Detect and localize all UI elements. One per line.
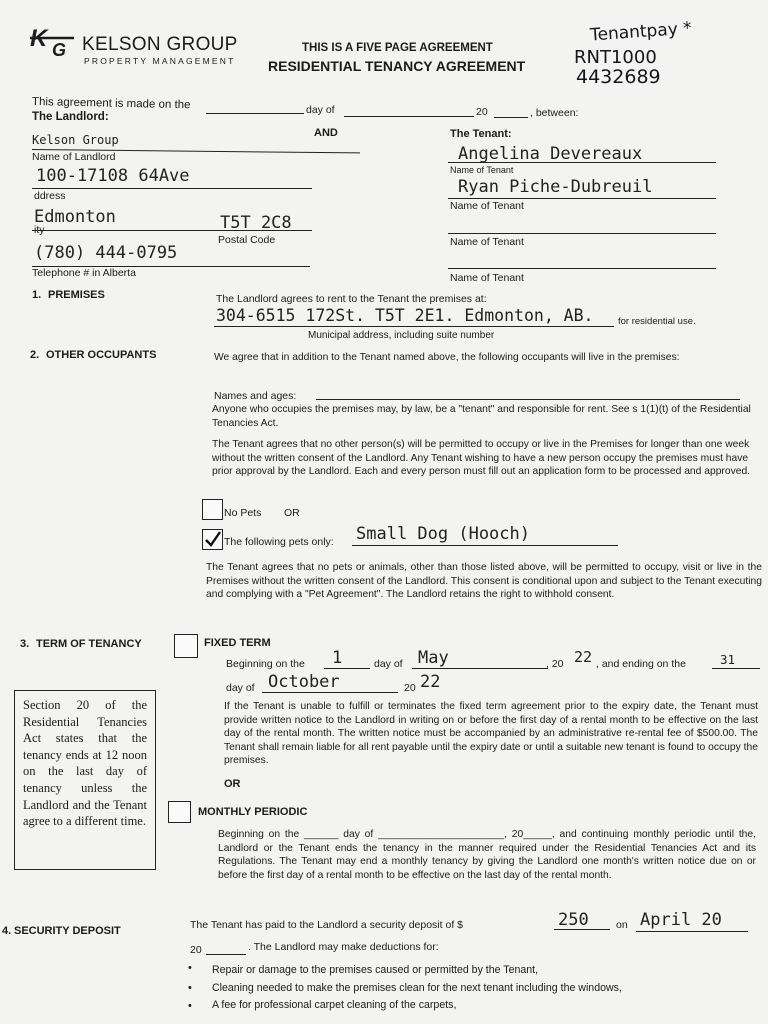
landlord-phone-label: Telephone # in Alberta xyxy=(32,267,136,279)
landlord-postal-label: Postal Code xyxy=(218,234,276,246)
intro-year-line xyxy=(494,117,528,118)
landlord-name-label: Name of Landlord xyxy=(32,151,116,163)
fixed-year-prefix: , 20 xyxy=(546,658,564,670)
tenant-2-line xyxy=(448,198,716,199)
occupants-names-line xyxy=(316,399,740,400)
pets-value: Small Dog (Hooch) xyxy=(356,524,530,544)
svg-text:K: K xyxy=(30,25,48,52)
monthly-periodic-text: Beginning on the ______ day of ______________________, 20_____, and continuing monthly periodic until the, Landlord or the Tenant ends the tenancy in the manner required under the Residential Tenancies Act and its Regulations. The Tenant may end a monthly tenancy by giving the Landlord one month's written notice due on or before the first day of a rental month to be effective on the last day of the rental month. xyxy=(218,829,756,881)
fixed-begin-label: Beginning on the xyxy=(226,658,305,670)
monthly-periodic-label: MONTHLY PERIODIC xyxy=(198,806,308,818)
landlord-postal-value: T5T 2C8 xyxy=(220,213,292,233)
premises-number: 1. xyxy=(32,289,42,301)
premises-text: The Landlord agrees to rent to the Tenant the premises at: xyxy=(216,293,487,305)
fixed-begin-day-line xyxy=(324,668,370,669)
handwritten-note-tenantpay: Tenantpay * xyxy=(589,18,693,46)
section-20-note: Section 20 of the Residential Tenancies Act states that the tenancy ends at 12 noon on the last day of tenancy unless the Landlord and the Tenant agree to a different time. xyxy=(14,690,156,870)
kelson-logo-icon xyxy=(28,22,78,62)
five-page-notice: THIS IS A FIVE PAGE AGREEMENT xyxy=(302,42,493,54)
landlord-address-label: ddress xyxy=(34,190,66,202)
premises-heading: PREMISES xyxy=(48,289,105,301)
landlord-city-label: ity xyxy=(34,224,45,236)
fixed-begin-month-line xyxy=(412,668,548,669)
intro-between: , between: xyxy=(530,107,579,119)
fixed-day-of: day of xyxy=(374,658,403,670)
deposit-year-prefix: 20 xyxy=(190,944,202,956)
tenant-2-value: Ryan Piche-Dubreuil xyxy=(458,177,653,197)
fixed-begin-month: May xyxy=(418,648,449,668)
deposit-text-1: The Tenant has paid to the Landlord a security deposit of $ xyxy=(190,919,463,931)
svg-text:G: G xyxy=(52,40,67,60)
fixed-term-text: If the Tenant is unable to fulfill or terminates the fixed term agreement prior to the expiry date, the Tenant must provide written notice to the Landlord in writing on or before the first day of a rental month to be effective on the last day of the rental month. The written notice must be accompanied by an administrative re-rental fee of $500.00. The Tenant shall remain liable for all rent payable until the expiry date or until a suitable new tenant is found to occupy the premises. xyxy=(224,701,758,767)
term-number: 3. xyxy=(20,638,30,650)
pets-line xyxy=(352,545,618,546)
intro-year-prefix: 20 xyxy=(476,106,488,118)
fixed-end-year-prefix: 20 xyxy=(404,682,416,694)
landlord-city-line xyxy=(32,230,312,231)
deposit-text-2: . The Landlord may make deductions for: xyxy=(248,941,439,953)
fixed-term-label: FIXED TERM xyxy=(204,637,271,649)
bullet-dot: • xyxy=(188,962,192,974)
tenant-4-label: Name of Tenant xyxy=(450,272,524,284)
tenant-heading: The Tenant: xyxy=(450,128,512,140)
intro-day-line xyxy=(206,113,304,114)
tenant-2-label: Name of Tenant xyxy=(450,200,524,212)
landlord-address-line xyxy=(32,188,312,189)
intro-month-line xyxy=(344,116,474,117)
following-pets-label: The following pets only: xyxy=(224,536,334,548)
fixed-end-day: 31 xyxy=(720,652,736,667)
fixed-end-month-line xyxy=(262,692,398,693)
tenant-1-line xyxy=(448,162,716,163)
monthly-periodic-checkbox[interactable] xyxy=(168,801,191,823)
tenant-1-value: Angelina Devereaux xyxy=(458,144,643,164)
deposit-bullet-1: Repair or damage to the premises caused or permitted by the Tenant, xyxy=(212,964,539,976)
deposit-on: on xyxy=(616,919,628,931)
premises-address-value: 304-6515 172St. T5T 2E1. Edmonton, AB. xyxy=(216,306,594,325)
occupants-heading: OTHER OCCUPANTS xyxy=(46,349,157,361)
deposit-year-line xyxy=(206,954,246,955)
tenant-1-label: Name of Tenant xyxy=(450,165,514,175)
deposit-amount: 250 xyxy=(558,910,589,930)
fixed-end-year: 22 xyxy=(420,672,441,692)
no-pets-checkbox[interactable] xyxy=(202,499,223,520)
occupants-paragraph-4: The Tenant agrees that no pets or animals, other than those listed above, will be permitted to occupy, visit or live in the Premises without the written consent of the Landlord. This consent is conditional upon and subject to the Tenant executing and complying with a "Pet Agreement". The Landlord retains the right to withhold consent. xyxy=(206,562,762,601)
handwritten-note-rnt: RNT1000 xyxy=(574,47,657,68)
deposit-number: 4. xyxy=(2,925,12,937)
landlord-city-value: Edmonton xyxy=(34,207,116,227)
deposit-date: April 20 xyxy=(640,910,722,930)
premises-use: for residential use. xyxy=(618,316,696,327)
no-pets-label: No Pets xyxy=(224,507,262,519)
landlord-heading: The Landlord: xyxy=(32,111,109,123)
and-label: AND xyxy=(314,127,338,139)
fixed-end-month: October xyxy=(268,672,340,692)
no-pets-or: OR xyxy=(284,507,300,519)
occupants-paragraph-3: The Tenant agrees that no other person(s) will be permitted to occupy or live in the Premises for longer than one week without the written consent of the Landlord. Any Tenant wishing to have a new person occupy the premises must have prior approval by the Landlord. Each and every person must fill out an application form to be processed and approved. xyxy=(212,439,751,478)
deposit-bullet-2: Cleaning needed to make the premises clean for the next tenant including the windows, xyxy=(212,982,622,994)
fixed-day-of-2: day of xyxy=(226,682,255,694)
term-heading: TERM OF TENANCY xyxy=(36,638,142,650)
fixed-begin-day: 1 xyxy=(332,648,343,668)
intro-made-on: This agreement is made on the xyxy=(31,96,191,112)
fixed-ending-label: , and ending on the xyxy=(596,658,686,670)
deposit-heading: SECURITY DEPOSIT xyxy=(14,925,121,937)
company-subtitle: PROPERTY MANAGEMENT xyxy=(84,56,236,66)
company-name: KELSON GROUP xyxy=(82,34,238,55)
tenant-3-line xyxy=(448,233,716,234)
tenant-3-label: Name of Tenant xyxy=(450,236,524,248)
occupants-paragraph-1: We agree that in addition to the Tenant named above, the following occupants will live in the premises: xyxy=(214,352,680,363)
tenant-4-line xyxy=(448,268,716,269)
deposit-amount-line xyxy=(554,929,610,930)
fixed-term-checkbox[interactable] xyxy=(174,634,198,658)
occupants-number: 2. xyxy=(30,349,40,361)
fixed-begin-year: 22 xyxy=(574,648,593,666)
deposit-bullet-3: A fee for professional carpet cleaning of the carpets, xyxy=(212,999,457,1011)
landlord-address-value: 100-17108 64Ave xyxy=(36,166,190,186)
following-pets-checkbox[interactable] xyxy=(202,529,223,550)
bullet-dot: • xyxy=(188,1000,192,1012)
deposit-date-line xyxy=(636,931,748,932)
bullet-dot: • xyxy=(188,982,192,994)
fixed-end-day-line xyxy=(712,668,760,669)
occupants-paragraph-2: Anyone who occupies the premises may, by law, be a "tenant" and responsible for rent. See s 1(1)(t) of the Residential Tenancies Act. xyxy=(212,404,751,429)
page-title: RESIDENTIAL TENANCY AGREEMENT xyxy=(268,58,526,74)
landlord-name-value: Kelson Group xyxy=(32,133,119,147)
premises-address-line xyxy=(214,326,614,327)
premises-address-label: Municipal address, including suite number xyxy=(308,330,495,341)
fixed-or: OR xyxy=(224,778,241,790)
occupants-names-label: Names and ages: xyxy=(214,390,297,402)
landlord-phone-value: (780) 444-0795 xyxy=(34,243,178,263)
checkmark-icon xyxy=(203,530,222,549)
intro-day-of: day of xyxy=(306,104,335,116)
handwritten-note-number: 4432689 xyxy=(576,66,661,88)
